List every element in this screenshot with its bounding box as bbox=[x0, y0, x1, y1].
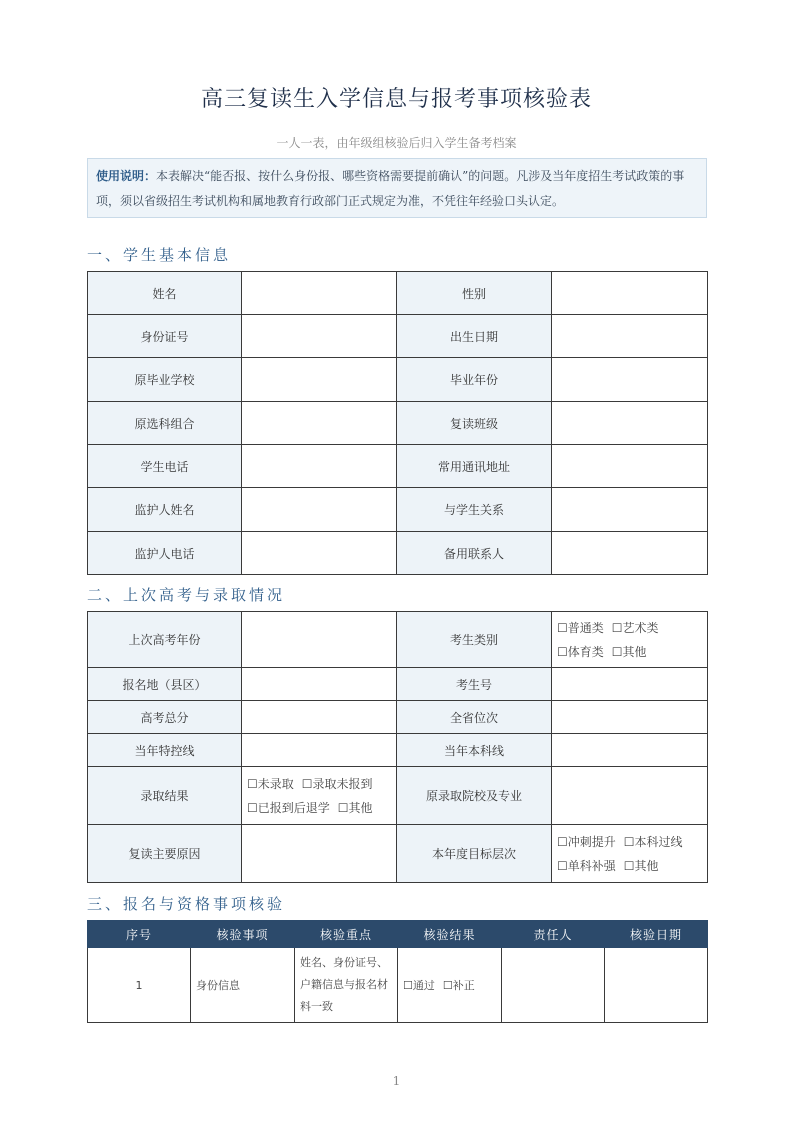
section-title-basic-info: 一、学生基本信息 bbox=[87, 246, 232, 264]
page-subtitle: 一人一表，由年级组核验后归入学生备考档案 bbox=[276, 136, 517, 150]
header-focus: 核验重点 bbox=[295, 921, 398, 948]
checkbox-sports[interactable]: ☐体育类 bbox=[557, 644, 604, 659]
checkbox-admitted-not-enrolled[interactable]: ☐录取未报到 bbox=[301, 776, 373, 791]
checkbox-undergrad-pass[interactable]: ☐本科过线 bbox=[623, 834, 683, 849]
label-repeat-reason: 复读主要原因 bbox=[88, 825, 242, 883]
label-special-line: 当年特控线 bbox=[88, 734, 242, 767]
field-guardian-name[interactable] bbox=[242, 488, 397, 532]
label-name: 姓名 bbox=[88, 272, 242, 315]
label-last-exam-year: 上次高考年份 bbox=[88, 612, 242, 668]
field-total-score[interactable] bbox=[242, 701, 397, 734]
field-province-rank[interactable] bbox=[552, 701, 708, 734]
header-no: 序号 bbox=[88, 921, 191, 948]
field-address[interactable] bbox=[552, 445, 708, 488]
field-student-phone[interactable] bbox=[242, 445, 397, 488]
label-gender: 性别 bbox=[397, 272, 552, 315]
checkbox-general[interactable]: ☐普通类 bbox=[557, 620, 604, 635]
target-level-options bbox=[552, 825, 708, 883]
checkbox-pass[interactable]: ☐通过 bbox=[403, 979, 435, 992]
field-undergrad-line[interactable] bbox=[552, 734, 708, 767]
field-verify-date[interactable] bbox=[605, 948, 708, 1023]
field-responsible-person[interactable] bbox=[502, 948, 605, 1023]
row-number: 1 bbox=[88, 948, 191, 1023]
field-id-number[interactable] bbox=[242, 315, 397, 358]
label-admitted-school: 原录取院校及专业 bbox=[397, 767, 552, 825]
section-title-verification: 三、报名与资格事项核验 bbox=[87, 895, 286, 913]
checkbox-other-admission[interactable]: ☐其他 bbox=[337, 800, 373, 815]
field-admitted-school[interactable] bbox=[552, 767, 708, 825]
checkbox-other-category[interactable]: ☐其他 bbox=[611, 644, 647, 659]
row-result bbox=[398, 948, 502, 1023]
row-focus: 姓名、身份证号、户籍信息与报名材料一致 bbox=[295, 948, 398, 1023]
field-birth-date[interactable] bbox=[552, 315, 708, 358]
header-date: 核验日期 bbox=[605, 921, 708, 948]
label-guardian-phone: 监护人电话 bbox=[88, 532, 242, 575]
field-candidate-number[interactable] bbox=[552, 668, 708, 701]
field-graduation-year[interactable] bbox=[552, 358, 708, 402]
field-relationship[interactable] bbox=[552, 488, 708, 532]
label-student-phone: 学生电话 bbox=[88, 445, 242, 488]
checkbox-withdrew[interactable]: ☐已报到后退学 bbox=[247, 800, 330, 815]
usage-note-text: 本表解决“能否报、按什么身份报、哪些资格需要提前确认”的问题。凡涉及当年度招生考试政策的事项，须以省级招生考试机构和属地教育行政部门正式规定为准，不凭往年经验口头认定。 bbox=[96, 169, 685, 208]
field-gender[interactable] bbox=[552, 272, 708, 315]
checkbox-not-admitted[interactable]: ☐未录取 bbox=[247, 776, 294, 791]
field-repeat-class[interactable] bbox=[552, 402, 708, 445]
verification-table bbox=[87, 920, 708, 1023]
field-former-school[interactable] bbox=[242, 358, 397, 402]
checkbox-sprint[interactable]: ☐冲刺提升 bbox=[557, 834, 616, 849]
label-former-school: 原毕业学校 bbox=[88, 358, 242, 402]
label-birth-date: 出生日期 bbox=[397, 315, 552, 358]
row-item: 身份信息 bbox=[191, 948, 295, 1023]
label-undergrad-line: 当年本科线 bbox=[397, 734, 552, 767]
basic-info-table bbox=[87, 271, 708, 575]
label-id-number: 身份证号 bbox=[88, 315, 242, 358]
checkbox-other-target[interactable]: ☐其他 bbox=[623, 858, 659, 873]
last-exam-table bbox=[87, 611, 708, 883]
label-candidate-category: 考生类别 bbox=[397, 612, 552, 668]
label-graduation-year: 毕业年份 bbox=[397, 358, 552, 402]
candidate-category-options bbox=[552, 612, 708, 668]
label-subject-combo: 原选科组合 bbox=[88, 402, 242, 445]
header-result: 核验结果 bbox=[398, 921, 502, 948]
label-admission-result: 录取结果 bbox=[88, 767, 242, 825]
table-row bbox=[88, 948, 708, 1023]
label-target-level: 本年度目标层次 bbox=[397, 825, 552, 883]
header-item: 核验事项 bbox=[191, 921, 295, 948]
label-province-rank: 全省位次 bbox=[397, 701, 552, 734]
checkbox-art[interactable]: ☐艺术类 bbox=[611, 620, 659, 635]
label-relationship: 与学生关系 bbox=[397, 488, 552, 532]
field-special-line[interactable] bbox=[242, 734, 397, 767]
usage-note-label: 使用说明： bbox=[96, 169, 157, 183]
label-repeat-class: 复读班级 bbox=[397, 402, 552, 445]
label-backup-contact: 备用联系人 bbox=[397, 532, 552, 575]
label-candidate-number: 考生号 bbox=[397, 668, 552, 701]
page-title: 高三复读生入学信息与报考事项核验表 bbox=[200, 87, 592, 112]
label-address: 常用通讯地址 bbox=[397, 445, 552, 488]
header-person: 责任人 bbox=[502, 921, 605, 948]
label-guardian-name: 监护人姓名 bbox=[88, 488, 242, 532]
field-guardian-phone[interactable] bbox=[242, 532, 397, 575]
usage-note bbox=[87, 158, 707, 218]
admission-result-options bbox=[242, 767, 397, 825]
field-registration-place[interactable] bbox=[242, 668, 397, 701]
label-registration-place: 报名地（县区） bbox=[88, 668, 242, 701]
field-repeat-reason[interactable] bbox=[242, 825, 397, 883]
checkbox-correction[interactable]: ☐补正 bbox=[442, 979, 475, 992]
field-name[interactable] bbox=[242, 272, 397, 315]
section-title-last-exam: 二、上次高考与录取情况 bbox=[87, 586, 286, 604]
field-backup-contact[interactable] bbox=[552, 532, 708, 575]
field-last-exam-year[interactable] bbox=[242, 612, 397, 668]
page-number: 1 bbox=[392, 1074, 401, 1088]
checkbox-single-subject[interactable]: ☐单科补强 bbox=[557, 858, 616, 873]
field-subject-combo[interactable] bbox=[242, 402, 397, 445]
label-total-score: 高考总分 bbox=[88, 701, 242, 734]
